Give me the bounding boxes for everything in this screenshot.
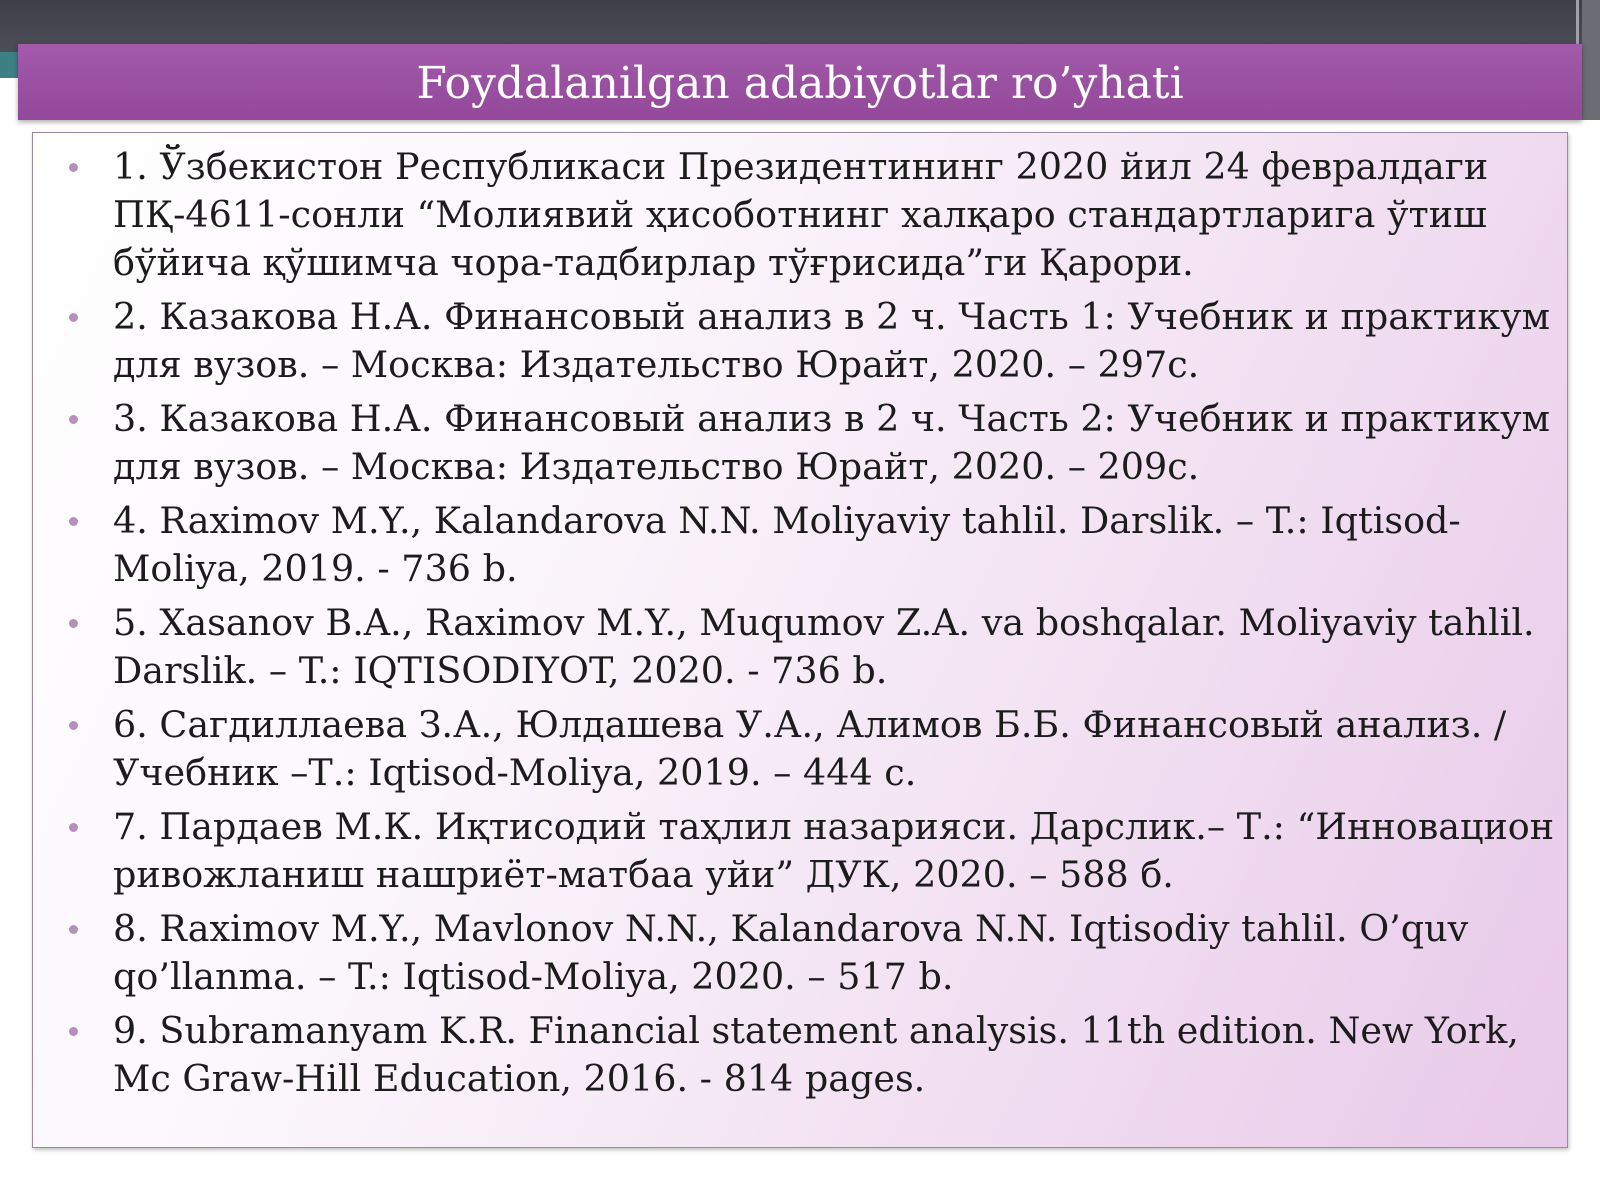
reference-item-9 [33, 1007, 1557, 1103]
bullet-icon [69, 517, 78, 526]
slide-title: Foydalanilgan adabiyotlar ro’yhati [416, 58, 1184, 109]
reference-item-5 [33, 599, 1557, 695]
reference-text: 4. Raximov M.Y., Kalandarova N.N. Moliyaviy tahlil. Darslik. – T.: Iqtisod-Moliya, 2019. - 736 b. [113, 499, 1461, 590]
bullet-icon [69, 721, 78, 730]
reference-item-4 [33, 497, 1557, 593]
decorative-edge-left [0, 52, 18, 78]
bullet-icon [69, 313, 78, 322]
reference-item-2 [33, 293, 1557, 389]
reference-item-3 [33, 395, 1557, 491]
bullet-icon [69, 823, 78, 832]
reference-text: 1. Ўзбекистон Республикаси Президентининг 2020 йил 24 февралдаги ПҚ-4611-сонли “Молиявий ҳисоботнинг халқаро стандартларига ўтиш бўйича қўшимча чора-тадбирлар тўғрисида”ги Қарори. [113, 145, 1489, 284]
bullet-icon [69, 925, 78, 934]
reference-item-7 [33, 803, 1557, 899]
reference-text: 6. Сагдиллаева З.А., Юлдашева У.А., Алимов Б.Б. Финансовый анализ. / Учебник –Т.: Iqtisod-Moliya, 2019. – 444 с. [113, 703, 1507, 794]
reference-text: 2. Казакова Н.А. Финансовый анализ в 2 ч. Часть 1: Учебник и практикум для вузов. – Москва: Издательство Юрайт, 2020. – 297с. [113, 295, 1551, 386]
decorative-edge-right [1582, 0, 1600, 120]
references-panel [32, 132, 1568, 1148]
reference-text: 7. Пардаев М.К. Иқтисодий таҳлил назарияси. Дарслик.– Т.: “Инновацион ривожланиш нашриёт-матбаа уйи” ДУК, 2020. – 588 б. [113, 805, 1555, 896]
reference-text: 3. Казакова Н.А. Финансовый анализ в 2 ч. Часть 2: Учебник и практикум для вузов. – Москва: Издательство Юрайт, 2020. – 209с. [113, 397, 1551, 488]
bullet-icon [69, 163, 78, 172]
slide-title-bar [18, 44, 1582, 120]
reference-text: 5. Xasanov B.A., Raximov M.Y., Muqumov Z.A. va boshqalar. Moliyaviy tahlil. Darslik. – T.: IQTISODIYOT, 2020. - 736 b. [113, 601, 1535, 692]
reference-text: 8. Raximov M.Y., Mavlonov N.N., Kalandarova N.N. Iqtisodiy tahlil. O’quv qo’llanma. – T.: Iqtisod-Moliya, 2020. – 517 b. [113, 907, 1469, 998]
reference-item-6 [33, 701, 1557, 797]
reference-text: 9. Subramanyam K.R. Financial statement analysis. 11th edition. New York, Mc Graw-Hill Education, 2016. - 814 pages. [113, 1009, 1519, 1100]
reference-item-1 [33, 143, 1557, 287]
bullet-icon [69, 415, 78, 424]
bullet-icon [69, 1027, 78, 1036]
references-list [33, 133, 1567, 1103]
reference-item-8 [33, 905, 1557, 1001]
bullet-icon [69, 619, 78, 628]
